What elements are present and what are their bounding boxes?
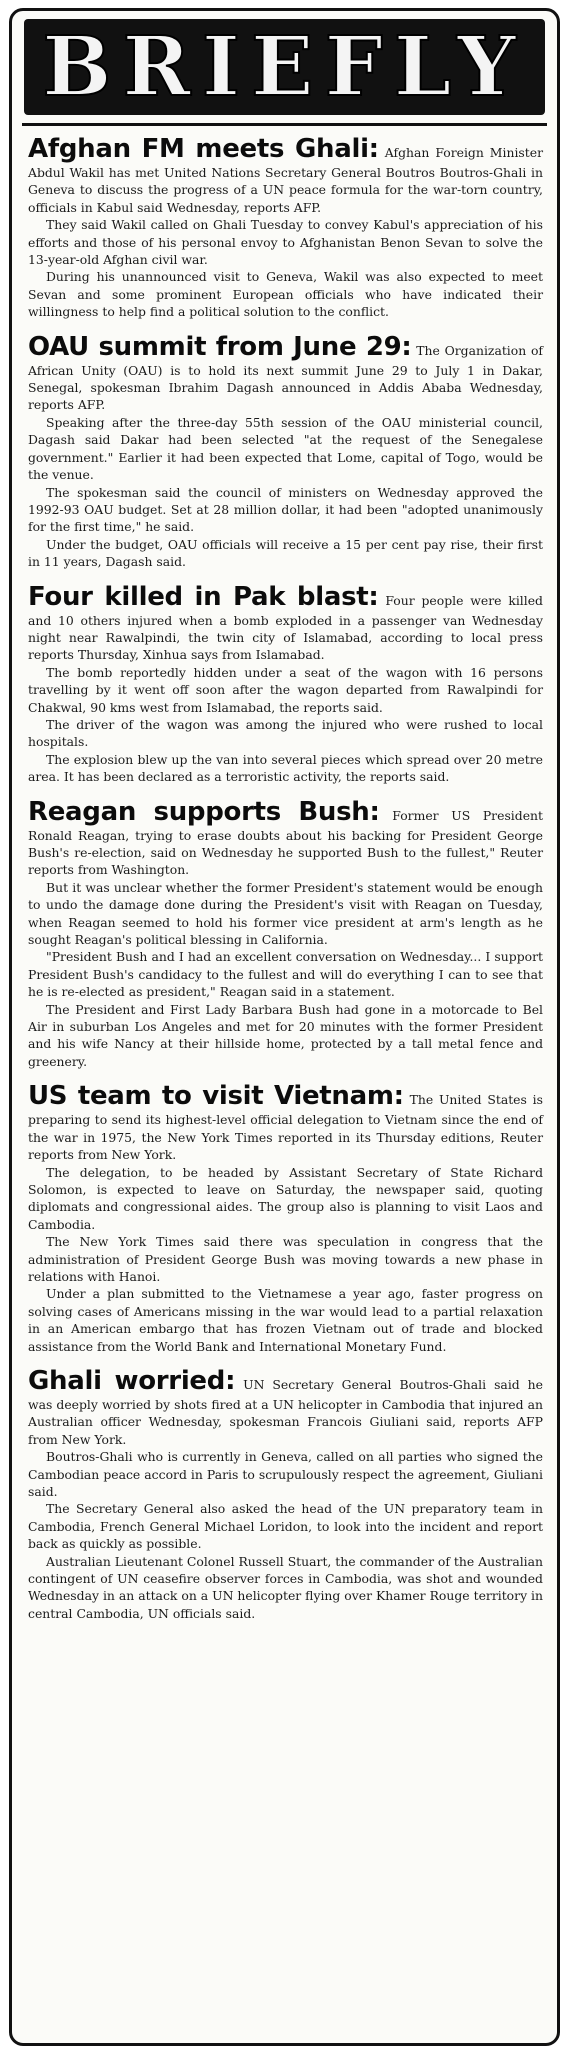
brief-paragraph: Speaking after the three-day 55th session of the OAU ministerial council, Dagash said Dakar had been selected "at the request of the Senegalese government." Earlier it had been expected that Lome, capital of Togo, would be the venue.	[28, 414, 543, 483]
brief-paragraph: They said Wakil called on Ghali Tuesday to convey Kabul's appreciation of his efforts and those of his personal envoy to Afghanistan Benon Sevan to solve the 13-year-old Afghan civil war.	[28, 217, 543, 268]
news-brief	[28, 1366, 543, 1622]
masthead	[22, 11, 547, 126]
brief-paragraph: Australian Lieutenant Colonel Russell Stuart, the commander of the Australian contingent of UN ceasefire observer forces in Cambodia, was shot and wounded Wednesday in an attack on a UN helicopter flying over Khamer Rouge territory in central Cambodia, UN officials said.	[28, 1553, 544, 1621]
brief-headline: Four killed in Pak blast:	[28, 581, 379, 612]
brief-headline: Ghali worried:	[28, 1365, 236, 1396]
brief-paragraph: "President Bush and I had an excellent conversation on Wednesday... I support President Bush's candidacy to the fullest and will do everything I can to see that he is re-elected as president," Reagan said in a statement.	[28, 949, 543, 1000]
brief-paragraph: During his unannounced visit to Geneva, Wakil was also expected to meet Sevan and some prominent European officials who have indicated their willingness to help find a political solution to the conflict.	[28, 269, 543, 320]
news-brief	[28, 797, 543, 1071]
brief-lead-paragraph	[28, 332, 543, 414]
brief-paragraph: The explosion blew up the van into several pieces which spread over 20 metre area. It has been declared as a terroristic activity, the reports said.	[28, 751, 543, 785]
brief-paragraph: But it was unclear whether the former President's statement would be enough to undo the damage done during the President's visit with Reagan on Tuesday, when Reagan seemed to hold his former vice president at arm's length as he sought Reagan's political blessing in California.	[28, 879, 543, 948]
briefs-column	[12, 126, 557, 1622]
news-brief	[28, 1081, 543, 1355]
brief-paragraph: The spokesman said the council of ministers on Wednesday approved the 1992-93 OAU budget. Set at 28 million dollar, it had been "adopted unanimously for the first time," he said.	[28, 484, 543, 535]
brief-lead-paragraph	[28, 1081, 543, 1163]
brief-paragraph: The President and First Lady Barbara Bush had gone in a motorcade to Bel Air in suburban Los Angeles and met for 20 minutes with the former President and his wife Nancy at their hillside home, protected by a tall metal fence and greenery.	[28, 1001, 543, 1069]
brief-lead-text: Four people were killed and 10 others injured when a bomb exploded in a passenger van Wednesday night near Rawalpindi, the twin city of Islamabad, according to local press reports Thursday, Xinhua says from Islamabad.	[28, 592, 543, 663]
brief-paragraph: The bomb reportedly hidden under a seat of the wagon with 16 persons travelling by it went off soon after the wagon departed from Rawalpindi for Chakwal, 90 kms west from Islamabad, the reports said.	[28, 664, 543, 715]
brief-lead-text: The Organization of African Unity (OAU) is to hold its next summit June 29 to July 1 in Dakar, Senegal, spokesman Ibrahim Dagash announced in Addis Ababa Wednesday, reports AFP.	[28, 342, 543, 413]
news-brief	[28, 582, 543, 786]
brief-paragraph: Boutros-Ghali who is currently in Geneva, called on all parties who signed the Cambodian peace accord in Paris to scrupulously respect the agreement, Giuliani said.	[28, 1449, 543, 1499]
brief-lead-paragraph	[28, 1366, 543, 1448]
brief-lead-text: The United States is preparing to send its highest-level official delegation to Vietnam since the end of the war in 1975, the New York Times reported in its Thursday editions, Reuter reports from New York.	[28, 1092, 543, 1163]
brief-paragraph: Under a plan submitted to the Vietnamese a year ago, faster progress on solving cases of Americans missing in the war would lead to a partial relaxation in an American embargo that has frozen Vietnam out of trade and blocked assistance from the World Bank and International Monetary Fund.	[28, 1286, 543, 1354]
brief-headline: OAU summit from June 29:	[28, 331, 412, 362]
masthead-title: BRIEFLY	[24, 19, 544, 115]
news-clipping	[9, 8, 560, 2046]
brief-headline: Afghan FM meets Ghali:	[28, 134, 379, 164]
brief-paragraph: The driver of the wagon was among the injured who were rushed to local hospitals.	[28, 716, 543, 750]
brief-headline: US team to visit Vietnam:	[28, 1081, 404, 1112]
brief-paragraph: Under the budget, OAU officials will receive a 15 per cent pay rise, their first in 11 years, Dagash said.	[28, 536, 543, 570]
brief-paragraph: The delegation, to be headed by Assistant Secretary of State Richard Solomon, is expected to leave on Saturday, the newspaper said, quoting diplomats and congressional aides. The group also is planning to visit Laos and Cambodia.	[28, 1164, 543, 1232]
brief-paragraph: The New York Times said there was speculation in congress that the administration of President George Bush was moving towards a new phase in relations with Hanoi.	[28, 1234, 543, 1284]
brief-lead-text: UN Secretary General Boutros-Ghali said he was deeply worried by shots fired at a UN helicopter in Cambodia that injured an Australian officer Wednesday, spokesman Francois Giuliani said, reports AFP from New York.	[28, 1376, 543, 1447]
brief-lead-paragraph	[28, 797, 543, 879]
brief-lead-paragraph	[28, 582, 543, 664]
news-brief	[28, 332, 543, 571]
brief-paragraph: The Secretary General also asked the head of the UN preparatory team in Cambodia, French General Michael Loridon, to look into the incident and report back as quickly as possible.	[28, 1501, 543, 1552]
brief-lead-paragraph	[28, 134, 543, 216]
brief-headline: Reagan supports Bush:	[28, 796, 380, 827]
news-brief	[28, 134, 543, 321]
brief-lead-text: Afghan Foreign Minister Abdul Wakil has met United Nations Secretary General Boutros Boutros-Ghali in Geneva to discuss the progress of a UN peace formula for the war-torn country, officials in Kabul said Wednesday, reports AFP.	[28, 145, 543, 215]
brief-lead-text: Former US President Ronald Reagan, trying to erase doubts about his backing for President George Bush's re-election, said on Wednesday he supported Bush to the fullest," Reuter reports from Washington.	[28, 807, 543, 878]
